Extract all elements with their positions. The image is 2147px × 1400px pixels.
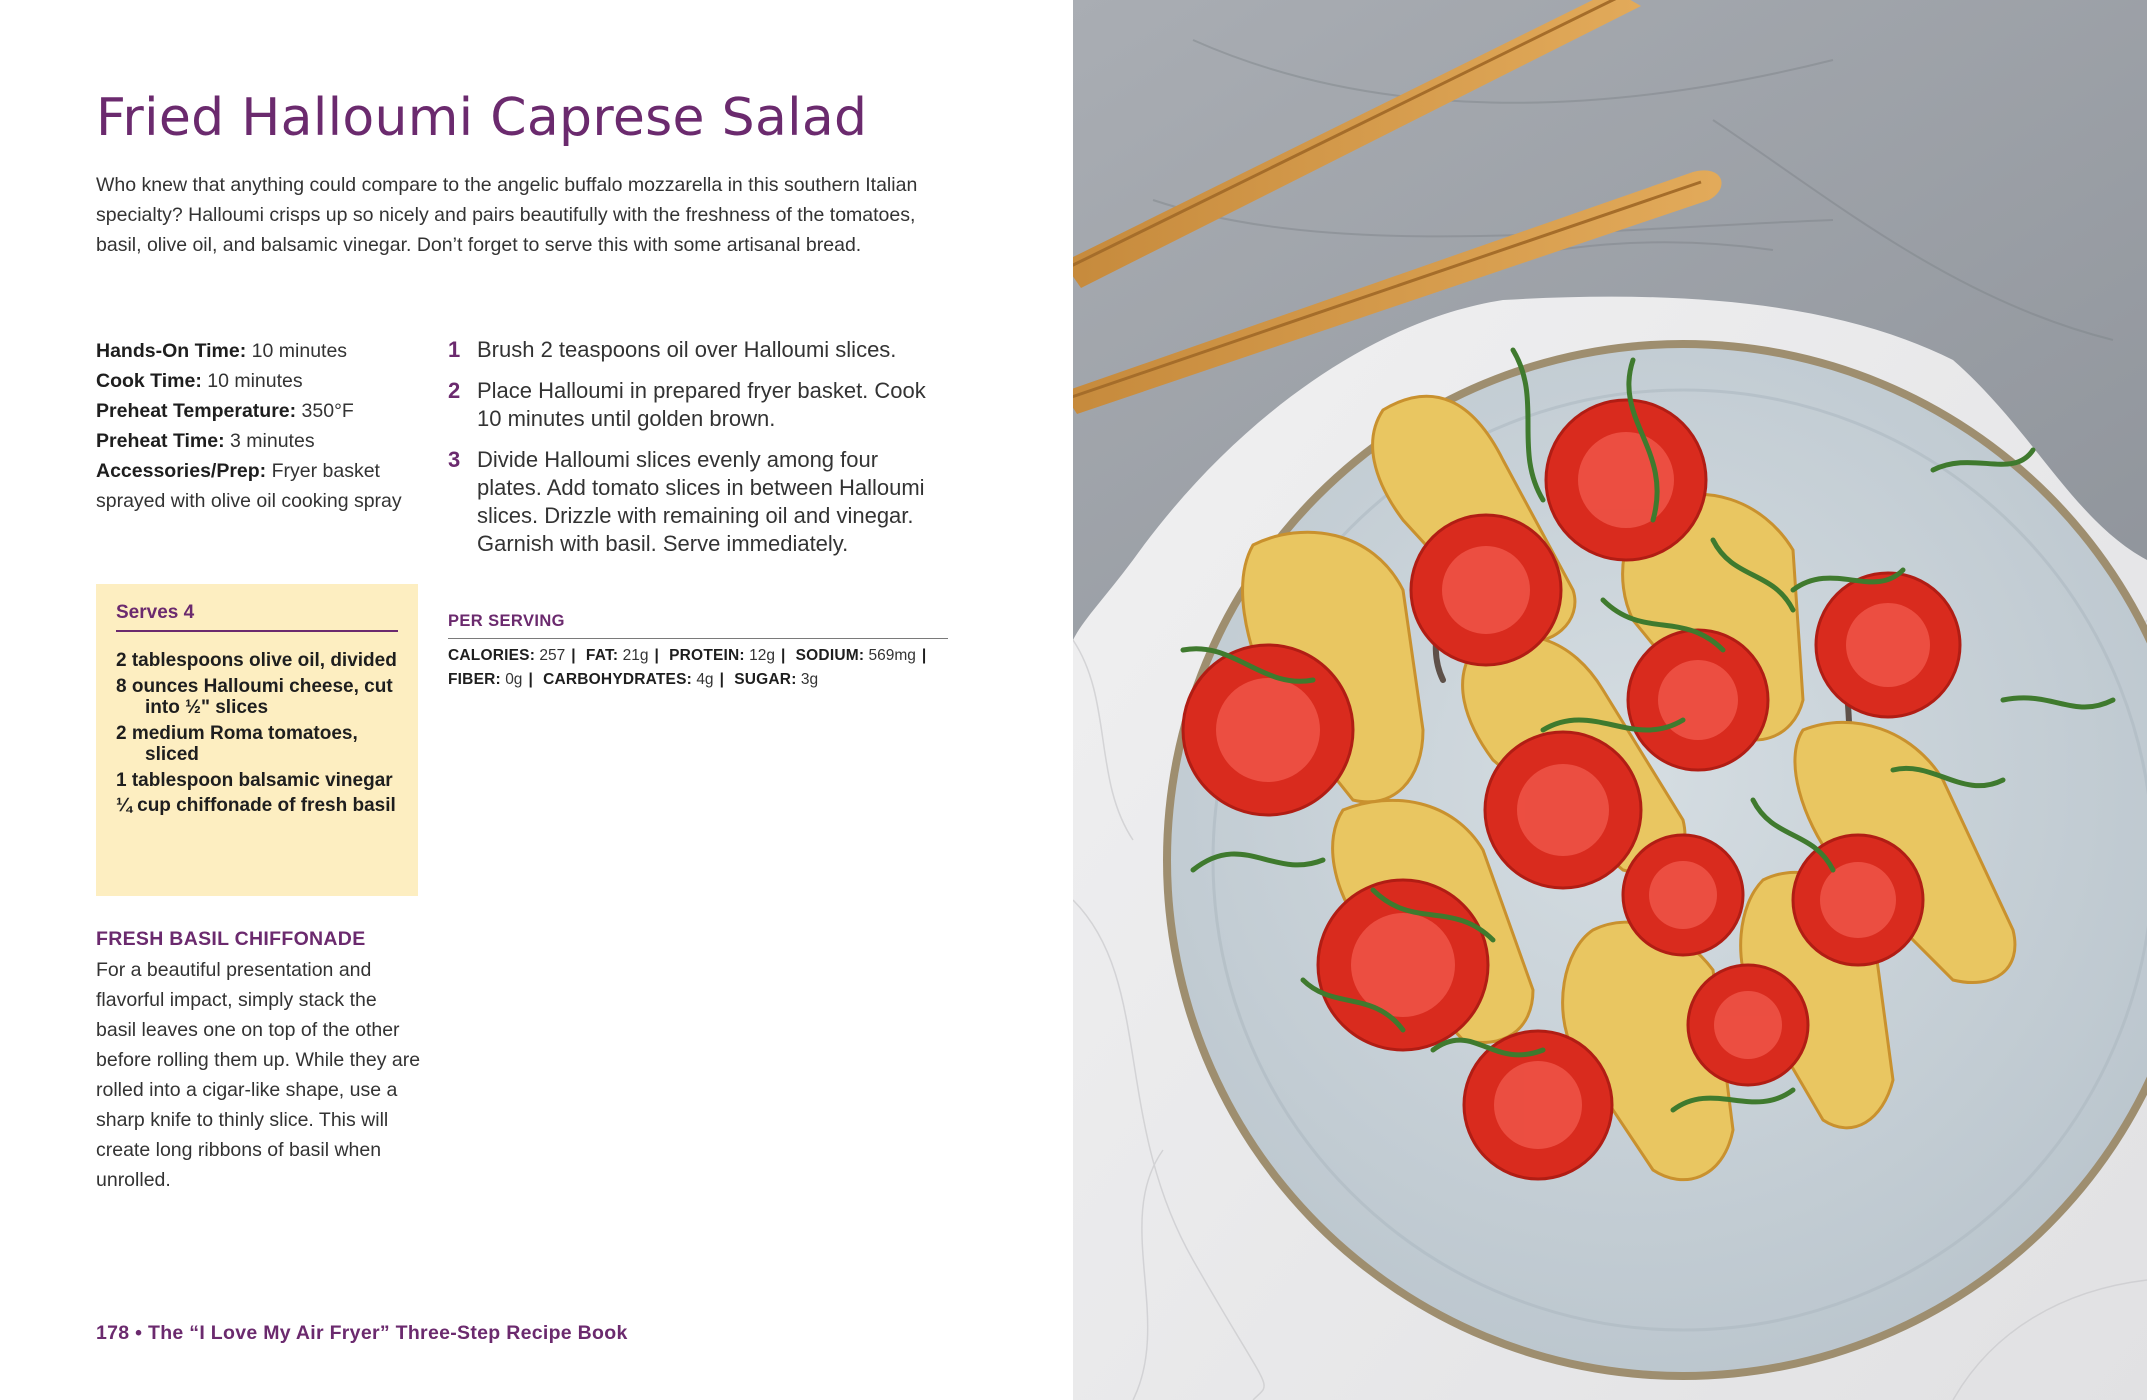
- ingredient-list: [116, 650, 398, 817]
- meta-label: Hands-On Time:: [96, 340, 247, 362]
- meta-value: Fryer basket sprayed with olive oil cooking spray: [96, 460, 402, 512]
- meta-accessories-prep: [96, 456, 418, 516]
- nutrition-label: FIBER:: [448, 671, 501, 688]
- step-item: [448, 336, 948, 364]
- step-item: [448, 446, 948, 558]
- nutrition-label: PROTEIN:: [669, 647, 745, 664]
- nutrition-label: CALORIES:: [448, 647, 536, 664]
- food-photo: [1073, 0, 2147, 1400]
- ingredients-box: [96, 584, 418, 896]
- serves-label: Serves 4: [116, 602, 398, 632]
- nutrition-label: SODIUM:: [795, 647, 865, 664]
- ingredient-item: 1 tablespoon balsamic vinegar: [116, 769, 393, 791]
- nutrition-value: 3g: [800, 671, 819, 688]
- meta-label: Accessories/Prep:: [96, 460, 267, 482]
- page-footer: 178 • The “I Love My Air Fryer” Three-Step Recipe Book: [96, 1322, 628, 1344]
- nutrition-line: FIBER: 0g | CARBOHYDRATES: 4g | SUGAR: 3g: [448, 671, 819, 688]
- nutrition-panel: [448, 612, 948, 692]
- recipe-meta: [96, 336, 418, 516]
- recipe-intro: Who knew that anything could compare to the angelic buffalo mozzarella in this southern Italian specialty? Halloumi crisps up so nicely and pairs beautifully with the freshness of the tomatoes, basil, olive oil, and balsamic vinegar. Don’t forget to serve this with some artisanal bread.: [96, 174, 918, 256]
- recipe-title: Fried Halloumi Caprese Salad: [96, 88, 868, 148]
- step-number: 2: [448, 378, 461, 403]
- ingredient-item: 8 ounces Halloumi cheese, cut into ½" slices: [116, 675, 393, 718]
- step-number: 3: [448, 447, 461, 472]
- ingredient-item: 2 medium Roma tomatoes, sliced: [116, 722, 358, 765]
- meta-value: 3 minutes: [230, 430, 315, 452]
- meta-value: 350°F: [301, 400, 354, 422]
- meta-label: Preheat Time:: [96, 430, 225, 452]
- step-text: Place Halloumi in prepared fryer basket. Cook 10 minutes until golden brown.: [477, 378, 926, 431]
- nutrition-value: 257: [539, 647, 566, 664]
- meta-label: Cook Time:: [96, 370, 202, 392]
- nutrition-value: 0g: [505, 671, 523, 688]
- nutrition-label: CARBOHYDRATES:: [543, 671, 692, 688]
- meta-cook-time: [96, 366, 418, 396]
- meta-preheat-time: [96, 426, 418, 456]
- ingredient-item: 2 tablespoons olive oil, divided: [116, 650, 397, 671]
- nutrition-value: 4g: [696, 671, 714, 688]
- sidebar-heading: FRESH BASIL CHIFFONADE: [96, 928, 366, 950]
- nutrition-label: FAT:: [585, 647, 619, 664]
- step-list: [448, 336, 948, 571]
- meta-hands-on-time: [96, 336, 418, 366]
- step-text: Divide Halloumi slices evenly among four plates. Add tomato slices in between Halloumi slices. Drizzle with remaining oil and vinegar. Garnish with basil. Serve immediately.: [477, 447, 925, 556]
- recipe-page: [0, 0, 1073, 1400]
- nutrition-heading: PER SERVING: [448, 612, 948, 639]
- meta-value: 10 minutes: [207, 370, 303, 392]
- nutrition-value: 569mg: [868, 647, 916, 664]
- halloumi-salad-photo: [1073, 0, 2147, 1400]
- nutrition-line: CALORIES: 257 | FAT: 21g | PROTEIN: 12g | SODIUM: 569mg |: [448, 647, 927, 664]
- step-text: Brush 2 teaspoons oil over Halloumi slices.: [477, 337, 897, 362]
- step-number: 1: [448, 337, 461, 362]
- nutrition-value: 21g: [622, 647, 649, 664]
- meta-value: 10 minutes: [251, 340, 348, 362]
- nutrition-label: SUGAR:: [734, 671, 797, 688]
- meta-label: Preheat Temperature:: [96, 400, 297, 422]
- step-item: [448, 377, 948, 433]
- ingredient-item: ¼ cup chiffonade of fresh basil: [116, 795, 396, 816]
- meta-preheat-temperature: [96, 396, 418, 426]
- sidebar-body: For a beautiful presentation and flavorful impact, simply stack the basil leaves one on top of the other before rolling them up. While they are rolled into a cigar-like shape, use a sharp knife to thinly slice. This will create long ribbons of basil when unrolled.: [96, 959, 421, 1191]
- nutrition-value: 12g: [749, 647, 775, 664]
